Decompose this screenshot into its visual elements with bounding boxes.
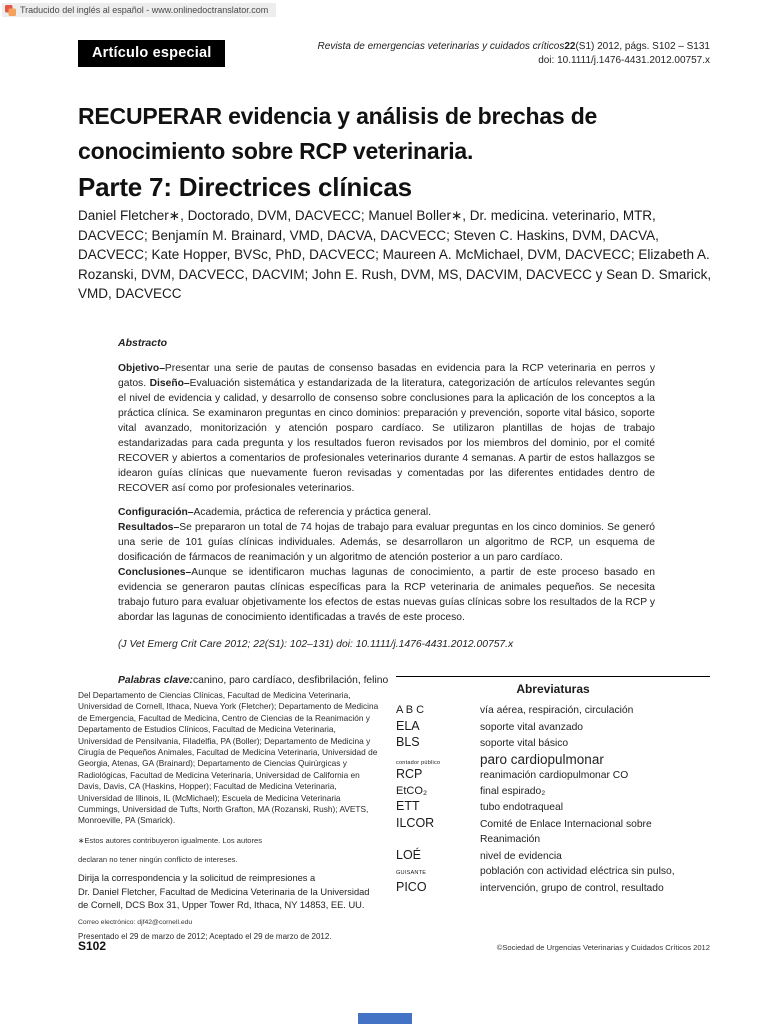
abbreviation-term: GUISANTE — [396, 870, 427, 876]
affiliations-text: Del Departamento de Ciencias Clínicas, Facultad de Medicina Veterinaria, Universidad de Cornell, Ithaca, Nueva York (Fletcher); Departamento de Medicina de Emergencia, Facultad de Medicina, Centro de Ciencias de la Reanimación y Departamento de Estudios Clínicos, Facultad de Medicina Veterinaria, Universidad de Pensilvania, Filadelfia, PA (Boller); Departamento de Medicina y Cirugía de Pequeños Animales, Facultad de Medicina Veterinaria, Universidad de Georgia, Atenas, GA (Brainard); Departamento de Ciencias Quirúrgicas y Radiológicas, Facultad de Medicina Veterinaria, Universidad de California en Davis, Davis, CA (Haskins, Hopper); Facultad de Medicina Veterinaria, Universidad de Illinois, IL (McMichael); Escuela de Medicina Veterinaria Cummings, Universidad de Tufts, North Grafton, MA (Rozanski, Rush); AVETS, Monroeville, PA (Smarick). — [78, 690, 379, 826]
bottom-blue-bar — [358, 1013, 412, 1024]
abstract-paragraph-results — [118, 520, 655, 565]
abbreviation-row — [396, 752, 710, 768]
correspondence-address: Dr. Daniel Fletcher, Facultad de Medicina Veterinaria de la Universidad de Cornell, DCS Box 31, Upper Tower Rd, Ithaca, NY 14853, EE. UU. — [78, 886, 370, 910]
abstract-diseno-text: Evaluación sistemática y estandarizada de la literatura, categorización de artículos relevantes según el nivel de evidencia y calidad, y desarrollo de consenso sobre conclusiones para la aplicación de los conceptos a la práctica clínica. Se examinaron preguntas en cinco dominios: preparación y prevención, soporte vital básico, soporte vital avanzado, monitorización y atención posparo cardíaco. Se utilizaron plantillas de hojas de trabajo estandarizadas para cada pregunta y los resultados fueron revisados por los miembros del dominio, por el comité RECOVER y abiertos a comentarios de profesionales veterinarios durante 4 semanas. A partir de estos hallazgos se idearon guías clínicas que nuevamente fueron revisadas y comentadas por las diferentes entidades dentro de RECOVER así como por profesionales veterinarios. — [118, 378, 655, 494]
abbreviation-term: RCP — [396, 767, 423, 781]
abbreviation-definition: nivel de evidencia — [480, 850, 562, 862]
abstract-paragraph-objective-design — [118, 361, 655, 496]
abbreviation-term: contador público — [396, 759, 441, 766]
journal-info — [318, 40, 710, 68]
title-line-1: RECUPERAR evidencia y análisis de brechas de — [78, 103, 598, 129]
abbreviation-row — [396, 799, 710, 816]
abbreviation-row — [396, 880, 710, 897]
footnote-equal-contribution: ∗Estos autores contribuyeron igualmente. Los autores — [78, 835, 263, 845]
article-type-badge: Artículo especial — [78, 40, 225, 67]
abbreviation-term: ILCOR — [396, 815, 435, 830]
abbreviation-row — [396, 735, 710, 752]
abbreviation-term: A B C — [396, 704, 425, 716]
abstract-resultados-label: Resultados– — [118, 522, 180, 533]
abbreviation-definition: soporte vital avanzado — [480, 721, 584, 733]
correspondence-email: Correo electrónico: djf42@cornell.edu — [78, 918, 193, 926]
abbreviation-term: BLS — [396, 735, 420, 749]
abbreviation-row — [396, 767, 710, 784]
translator-banner[interactable] — [2, 3, 276, 17]
article-title — [78, 99, 698, 205]
abbreviation-definition: paro cardiopulmonar — [480, 751, 604, 767]
author-list: Daniel Fletcher∗, Doctorado, DVM, DACVECC; Manuel Boller∗, Dr. medicina. veterinario, MTR, DACVECC; Benjamín M. Brainard, VMD, DACVA, DACVECC; Steven C. Haskins, DVM, DACVA, DACVECC; Kate Hopper, BVSc, PhD, DACVECC; Maureen A. McMichael, DVM, DACVECC; Elizabeth A. Rozanski, DVM, DACVECC, DACVIM; John E. Rush, DVM, MS, DACVIM, DACVECC y Sean D. Smarick, VMD, DACVECC — [78, 208, 712, 301]
abbreviations-heading: Abreviaturas — [516, 682, 590, 696]
abbreviation-row — [396, 719, 710, 736]
abbreviation-term: ETT — [396, 799, 420, 813]
footnote-conflict: declaran no tener ningún conflicto de intereses. — [78, 854, 238, 864]
abbreviation-row — [396, 864, 710, 880]
abbreviation-term: PICO — [396, 879, 427, 894]
abbreviation-definition: final espirado₂ — [480, 785, 546, 797]
abbreviations-box — [396, 676, 710, 896]
journal-volume: 22 — [564, 41, 576, 52]
title-line-3: Parte 7: Directrices clínicas — [78, 172, 412, 202]
journal-doi: doi: 10.1111/j.1476-4431.2012.00757.x — [538, 55, 710, 66]
abbreviation-row — [396, 703, 710, 719]
page-number: S102 — [78, 939, 107, 953]
abstract-objetivo-text: Presentar una serie de pautas de consenso basadas en evidencia para la RCP veterinaria en perros y gatos. — [118, 363, 655, 389]
copyright-notice: ©Sociedad de Urgencias Veterinarias y Cuidados Críticos 2012 — [496, 943, 710, 952]
affiliations-column — [78, 690, 381, 942]
abstract-objetivo-label: Objetivo– — [118, 363, 165, 374]
abbreviation-row — [396, 784, 710, 800]
abbreviation-definition: soporte vital básico — [480, 738, 569, 749]
abstract-configuracion-text: Academia, práctica de referencia y práctica general. — [193, 507, 432, 518]
abbreviation-definition: intervención, grupo de control, resultado — [480, 882, 664, 894]
journal-issue-pages: (S1) 2012, págs. S102 – S131 — [575, 41, 710, 52]
keywords-label: Palabras clave: — [118, 675, 193, 686]
abbreviation-term: ELA — [396, 718, 420, 733]
abstract-section — [118, 336, 655, 688]
abstract-conclusiones-label: Conclusiones– — [118, 567, 192, 578]
abstract-diseno-label: Diseño– — [149, 378, 190, 389]
abbreviation-term: EtCO₂ — [396, 784, 428, 797]
abstract-heading: Abstracto — [118, 337, 168, 349]
translate-icon — [5, 5, 16, 16]
abstract-paragraph-conclusions — [118, 565, 655, 625]
abstract-configuracion-label: Configuración– — [118, 507, 194, 518]
citation-line: (J Vet Emerg Crit Care 2012; 22(S1): 102–131) doi: 10.1111/j.1476-4431.2012.00757.x — [118, 639, 514, 650]
journal-line — [318, 40, 710, 54]
submission-dates: Presentado el 29 de marzo de 2012; Aceptado el 29 de marzo de 2012. — [78, 931, 332, 941]
abstract-resultados-text: Se prepararon un total de 74 hojas de trabajo para evaluar preguntas en los cinco dominios. Se generó una serie de 101 guías clínicas individuales. Además, se desarrollaron un algoritmo de RCP, un esquema de dosificación de fármacos de reanimación y un algoritmo de atención posterior a un paro cardíaco. — [118, 522, 655, 563]
abbreviations-list — [396, 703, 710, 896]
abstract-paragraph-setting — [118, 505, 655, 520]
abbreviation-row — [396, 816, 710, 848]
abbreviation-definition: población con actividad eléctrica sin pulso, — [480, 866, 675, 877]
correspondence-intro: Dirija la correspondencia y la solicitud de reimpresiones a — [78, 872, 316, 883]
abbreviation-definition: Comité de Enlace Internacional sobre Reanimación — [480, 818, 652, 845]
journal-title: Revista de emergencias veterinarias y cuidados críticos — [317, 41, 565, 52]
translator-banner-text[interactable]: Traducido del inglés al español - www.onlinedoctranslator.com — [20, 5, 269, 15]
keywords-text: canino, paro cardíaco, desfibrilación, felino — [193, 675, 389, 686]
page-header — [78, 40, 710, 68]
abbreviation-term: LOÉ — [396, 847, 422, 862]
abbreviation-row — [396, 848, 710, 865]
abbreviation-definition: vía aérea, respiración, circulación — [480, 705, 634, 716]
title-line-2: conocimiento sobre RCP veterinaria. — [78, 138, 474, 164]
abstract-conclusiones-text: Aunque se identificaron muchas lagunas de conocimiento, a partir de este proceso basado en evidencia se generaron pautas clínicas específicas para la RCP veterinaria de animales pequeños. Se necesita trabajo futuro para evaluar objetivamente los efectos de estas nuevas guías clínicas sobre los resultados de la RCP y abordar las lagunas de conocimiento identificadas a través de este proceso. — [118, 567, 655, 623]
abbreviation-definition: reanimación cardiopulmonar CO — [480, 770, 629, 781]
abbreviation-definition: tubo endotraqueal — [480, 802, 564, 813]
